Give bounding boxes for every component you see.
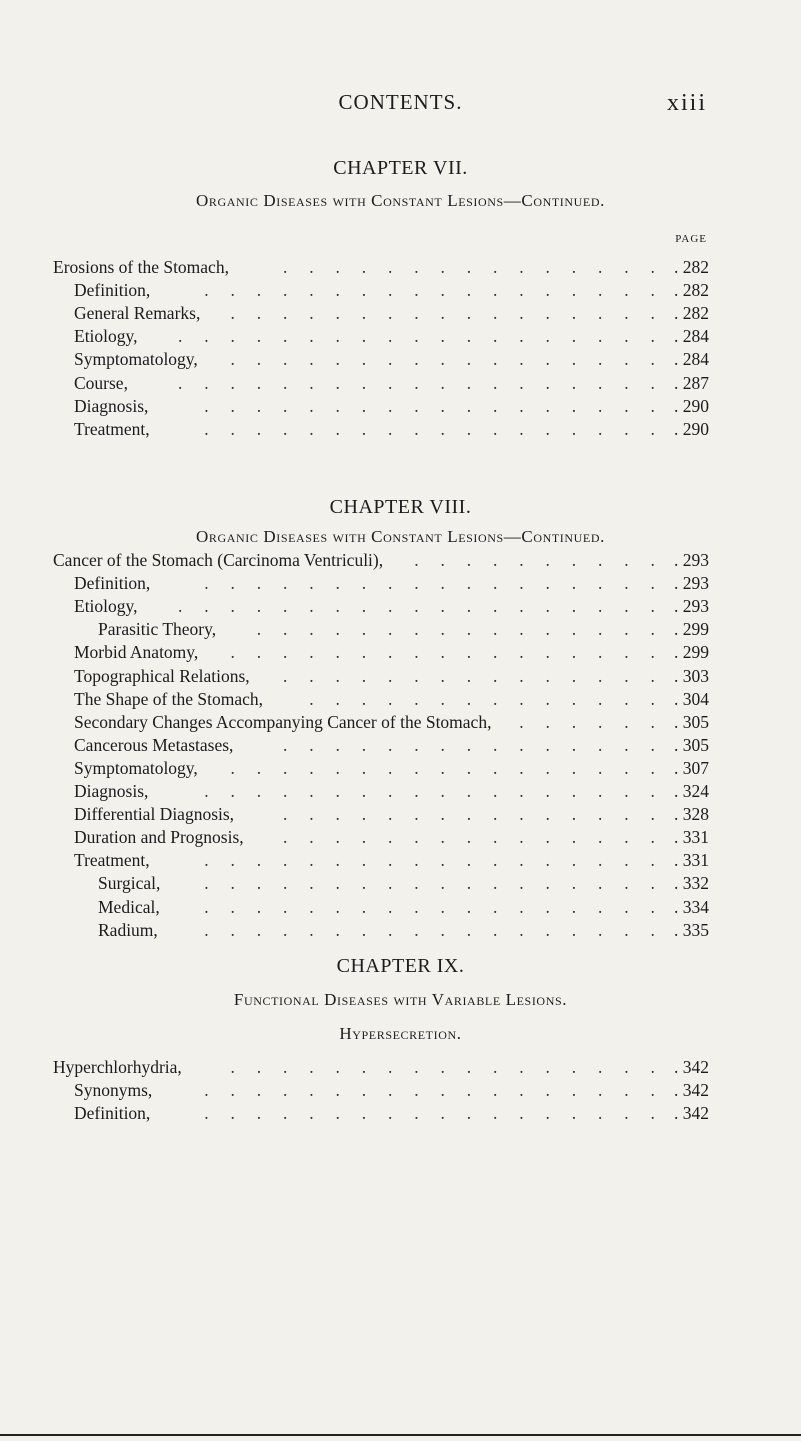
entry-label: Symptomatology, [74, 349, 198, 370]
entry-page-number: . 293 [674, 596, 709, 617]
toc-entry [0, 548, 801, 572]
toc-entry [0, 394, 801, 418]
entry-label: Definition, [74, 573, 151, 594]
page-column-label: PAGE [675, 233, 707, 245]
section-subheading: Organic Diseases with Constant Lesions—Continued. [196, 527, 605, 546]
leader-dots: . . . . . . . . . . . . . . . [274, 804, 668, 825]
toc-entry [0, 417, 801, 441]
entry-page-number: . 342 [674, 1103, 709, 1124]
leader-dots: . . . . . . . . . . . . . . . . . . . [169, 596, 668, 617]
entry-page-number: . 287 [674, 372, 709, 393]
entry-label: Definition, [74, 1103, 151, 1124]
entry-page-number: . 284 [674, 326, 709, 347]
chapter-heading: CHAPTER VIII. [329, 496, 472, 518]
entry-page-number: . 282 [674, 280, 709, 301]
leader-dots: . . . . . . [510, 711, 668, 732]
entry-label: Treatment, [74, 418, 150, 439]
entry-page-number: . 324 [674, 781, 709, 801]
entry-page-number: . 331 [674, 850, 709, 871]
leader-dots: . . . . . . . . . . . . . . . [274, 257, 668, 277]
leader-dots: . . . . . . . . . . . . . . . [274, 665, 668, 686]
entry-page-number: . 328 [674, 804, 709, 825]
leader-dots: . . . . . . . . . . . . . . . . . [221, 349, 668, 370]
entry-label: Surgical, [98, 873, 161, 894]
leader-dots: . . . . . . . . . . . . . . . . . . [195, 573, 668, 594]
bottom-rule [0, 1434, 801, 1436]
entry-page-number: . 290 [674, 395, 709, 416]
toc-entry [0, 779, 801, 803]
leader-dots: . . . . . . . . . . . . . . . . . . . [169, 372, 668, 393]
leader-dots: . . . . . . . . . . . . . . . . . . [195, 919, 668, 940]
entry-label: Diagnosis, [74, 395, 149, 416]
toc-entry [0, 571, 801, 595]
entry-label: Etiology, [74, 326, 138, 347]
leader-dots: . . . . . . . . . . . . . . . . . . [195, 873, 668, 894]
running-head [0, 90, 801, 126]
toc-entry [0, 594, 801, 618]
toc-entry [0, 802, 801, 826]
toc-entry [0, 664, 801, 688]
toc-entry [0, 324, 801, 348]
entry-page-number: . 282 [674, 257, 709, 277]
entry-label: Erosions of the Stomach, [53, 257, 229, 277]
section-subheading-secondary: Hypersecretion. [339, 1024, 462, 1043]
toc-entry [0, 371, 801, 395]
toc-entry [0, 640, 801, 664]
entry-label: Duration and Prognosis, [74, 827, 244, 848]
entry-label: Parasitic Theory, [98, 619, 217, 640]
leader-dots: . . . . . . . . . . . . . . . . . [221, 1057, 668, 1077]
chapter-heading: CHAPTER IX. [336, 955, 465, 977]
entry-page-number: . 334 [674, 896, 709, 917]
toc-entry [0, 825, 801, 849]
entry-page-number: . 332 [674, 873, 709, 894]
entry-label: General Remarks, [74, 303, 201, 324]
toc-entry [0, 1055, 801, 1079]
leader-dots: . . . . . . . . . . . . . . . . . . [195, 781, 668, 801]
entry-page-number: . 293 [674, 573, 709, 594]
toc-entry [0, 918, 801, 942]
toc-entry [0, 1101, 801, 1125]
entry-label: Definition, [74, 280, 151, 301]
entry-label: Cancerous Metastases, [74, 734, 234, 755]
entry-page-number: . 304 [674, 688, 709, 709]
entry-label: Synonyms, [74, 1080, 153, 1101]
section-subheading: Functional Diseases with Variable Lesions. [233, 990, 568, 1009]
leader-dots: . . . . . . . . . . . . . . . . . . [195, 418, 668, 439]
leader-dots: . . . . . . . . . . . . . . . . . . [195, 280, 668, 301]
leader-dots: . . . . . . . . . . . . . . . [274, 827, 668, 848]
entry-label: Secondary Changes Accompanying Cancer of the Stomach, [74, 711, 492, 732]
toc-entry [0, 687, 801, 711]
toc-entry [0, 710, 801, 734]
entry-label: Course, [74, 372, 128, 393]
toc-entry [0, 278, 801, 302]
entry-page-number: . 293 [674, 550, 709, 570]
entry-page-number: . 284 [674, 349, 709, 370]
toc-entry [0, 1078, 801, 1102]
leader-dots: . . . . . . . . . . [405, 550, 668, 570]
entry-page-number: . 307 [674, 757, 709, 778]
toc-entry [0, 733, 801, 757]
leader-dots: . . . . . . . . . . . . . . . [274, 734, 668, 755]
leader-dots: . . . . . . . . . . . . . . . . . [221, 303, 668, 324]
leader-dots: . . . . . . . . . . . . . . . . . . [195, 395, 668, 416]
entry-label: Symptomatology, [74, 757, 198, 778]
entry-label: Topographical Relations, [74, 665, 250, 686]
leader-dots: . . . . . . . . . . . . . . . . [248, 619, 668, 640]
entry-label: Diagnosis, [74, 781, 149, 801]
entry-label: Hyperchlorhydria, [53, 1057, 182, 1077]
entry-label: Medical, [98, 896, 160, 917]
entry-page-number: . 299 [674, 619, 709, 640]
entry-label: Treatment, [74, 850, 150, 871]
entry-page-number: . 303 [674, 665, 709, 686]
leader-dots: . . . . . . . . . . . . . . . . . . [195, 896, 668, 917]
entry-page-number: . 342 [674, 1080, 709, 1101]
toc-entry [0, 617, 801, 641]
entry-label: Etiology, [74, 596, 138, 617]
toc-entry [0, 756, 801, 780]
entry-page-number: . 342 [674, 1057, 709, 1077]
entry-page-number: . 305 [674, 711, 709, 732]
entry-label: Radium, [98, 919, 158, 940]
section-subheading: Organic Diseases with Constant Lesions—Continued. [196, 191, 605, 210]
toc-entry [0, 301, 801, 325]
entry-label: Cancer of the Stomach (Carcinoma Ventriculi), [53, 550, 384, 570]
toc-entry [0, 895, 801, 919]
toc-entry [0, 255, 801, 279]
page-numeral: xiii [666, 90, 707, 116]
leader-dots: . . . . . . . . . . . . . . . . . . [195, 1080, 668, 1101]
leader-dots: . . . . . . . . . . . . . . . . . . . [169, 326, 668, 347]
entry-label: The Shape of the Stomach, [74, 688, 264, 709]
entry-page-number: . 282 [674, 303, 709, 324]
toc-entry [0, 871, 801, 895]
entry-page-number: . 335 [674, 919, 709, 940]
entry-label: Differential Diagnosis, [74, 804, 235, 825]
entry-label: Morbid Anatomy, [74, 642, 199, 663]
leader-dots: . . . . . . . . . . . . . . . . . [221, 757, 668, 778]
running-head-title: CONTENTS. [338, 90, 463, 114]
toc-entry [0, 848, 801, 872]
entry-page-number: . 305 [674, 734, 709, 755]
leader-dots: . . . . . . . . . . . . . . . . . . [195, 850, 668, 871]
entry-page-number: . 290 [674, 418, 709, 439]
leader-dots: . . . . . . . . . . . . . . [300, 688, 668, 709]
leader-dots: . . . . . . . . . . . . . . . . . . [195, 1103, 668, 1124]
leader-dots: . . . . . . . . . . . . . . . . . [221, 642, 668, 663]
entry-page-number: . 331 [674, 827, 709, 848]
chapter-heading: CHAPTER VII. [333, 157, 468, 179]
toc-entry [0, 347, 801, 371]
entry-page-number: . 299 [674, 642, 709, 663]
